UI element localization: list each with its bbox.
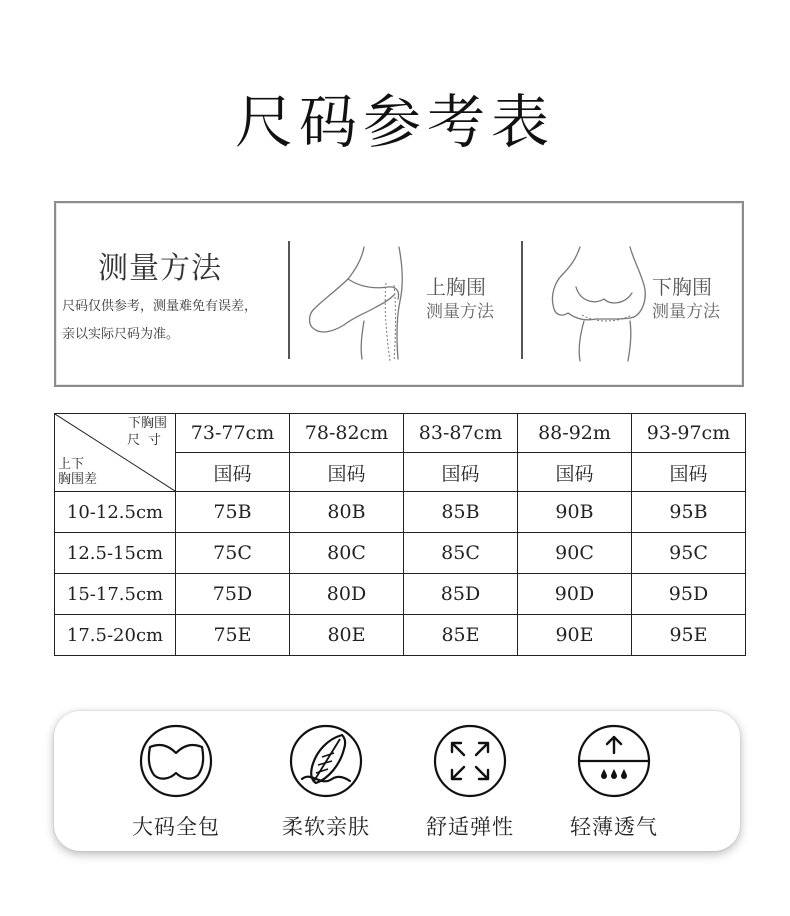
size-cell: 95E xyxy=(632,615,746,656)
size-cell: 90D xyxy=(518,574,632,615)
feature-card xyxy=(54,711,740,851)
size-cell: 90C xyxy=(518,533,632,574)
bust-diff-cell: 10-12.5cm xyxy=(55,492,176,533)
size-cell: 85D xyxy=(404,574,518,615)
table-row xyxy=(55,533,746,574)
feature-breathable xyxy=(554,723,674,841)
breathable-icon xyxy=(576,723,652,799)
underbust-range-cell: 88-92m xyxy=(518,414,632,453)
feature-label: 轻薄透气 xyxy=(570,815,658,839)
size-label-cell: 国码 xyxy=(176,453,290,492)
upper-bust-label: 上胸围 xyxy=(426,275,486,299)
divider xyxy=(521,241,523,359)
corner-label-updown: 上下 xyxy=(58,457,85,472)
size-cell: 75E xyxy=(176,615,290,656)
feature-elastic xyxy=(410,723,530,841)
size-cell: 80B xyxy=(290,492,404,533)
bust-diff-cell: 12.5-15cm xyxy=(55,533,176,574)
table-corner-cell xyxy=(55,414,176,492)
bra-cup-icon xyxy=(138,723,214,799)
size-cell: 75D xyxy=(176,574,290,615)
measurement-note-line2: 亲以实际尺码为准。 xyxy=(62,327,180,342)
feature-full-coverage xyxy=(116,723,236,841)
feature-label: 柔软亲肤 xyxy=(282,815,370,839)
measurement-note-line1: 尺码仅供参考，测量难免有误差， xyxy=(62,299,258,314)
size-cell: 80C xyxy=(290,533,404,574)
size-label-cell: 国码 xyxy=(518,453,632,492)
feature-soft-skin xyxy=(266,723,386,841)
corner-label-diff: 胸围差 xyxy=(58,472,98,487)
page-title: 尺码参考表 xyxy=(234,88,555,156)
corner-label-size: 尺寸 xyxy=(126,433,169,448)
lower-bust-sublabel: 测量方法 xyxy=(652,302,720,322)
size-cell: 80E xyxy=(290,615,404,656)
size-cell: 90E xyxy=(518,615,632,656)
size-cell: 75B xyxy=(176,492,290,533)
lower-bust-label: 下胸围 xyxy=(652,275,712,299)
size-cell: 90B xyxy=(518,492,632,533)
table-row xyxy=(55,574,746,615)
feature-label: 大码全包 xyxy=(132,815,220,839)
size-cell: 80D xyxy=(290,574,404,615)
corner-label-underbust: 下胸围 xyxy=(127,416,167,431)
lower-bust-figure-icon xyxy=(546,243,656,363)
feather-icon xyxy=(288,723,364,799)
underbust-range-cell: 83-87cm xyxy=(404,414,518,453)
size-cell: 85E xyxy=(404,615,518,656)
size-label-cell: 国码 xyxy=(404,453,518,492)
feature-label: 舒适弹性 xyxy=(426,815,514,839)
size-cell: 95C xyxy=(632,533,746,574)
divider xyxy=(288,241,290,359)
size-table xyxy=(54,413,746,656)
table-row xyxy=(55,615,746,656)
size-label-cell: 国码 xyxy=(290,453,404,492)
table-header-row xyxy=(55,414,746,453)
measurement-panel xyxy=(54,201,744,387)
upper-bust-sublabel: 测量方法 xyxy=(426,302,494,322)
size-cell: 85C xyxy=(404,533,518,574)
size-cell: 85B xyxy=(404,492,518,533)
size-cell: 95D xyxy=(632,574,746,615)
size-cell: 95B xyxy=(632,492,746,533)
size-cell: 75C xyxy=(176,533,290,574)
bust-diff-cell: 15-17.5cm xyxy=(55,574,176,615)
measurement-heading: 测量方法 xyxy=(98,251,222,286)
table-row xyxy=(55,492,746,533)
underbust-range-cell: 73-77cm xyxy=(176,414,290,453)
size-label-cell: 国码 xyxy=(632,453,746,492)
underbust-range-cell: 78-82cm xyxy=(290,414,404,453)
underbust-range-cell: 93-97cm xyxy=(632,414,746,453)
upper-bust-figure-icon xyxy=(304,243,414,363)
bust-diff-cell: 17.5-20cm xyxy=(55,615,176,656)
stretch-arrows-icon xyxy=(432,723,508,799)
